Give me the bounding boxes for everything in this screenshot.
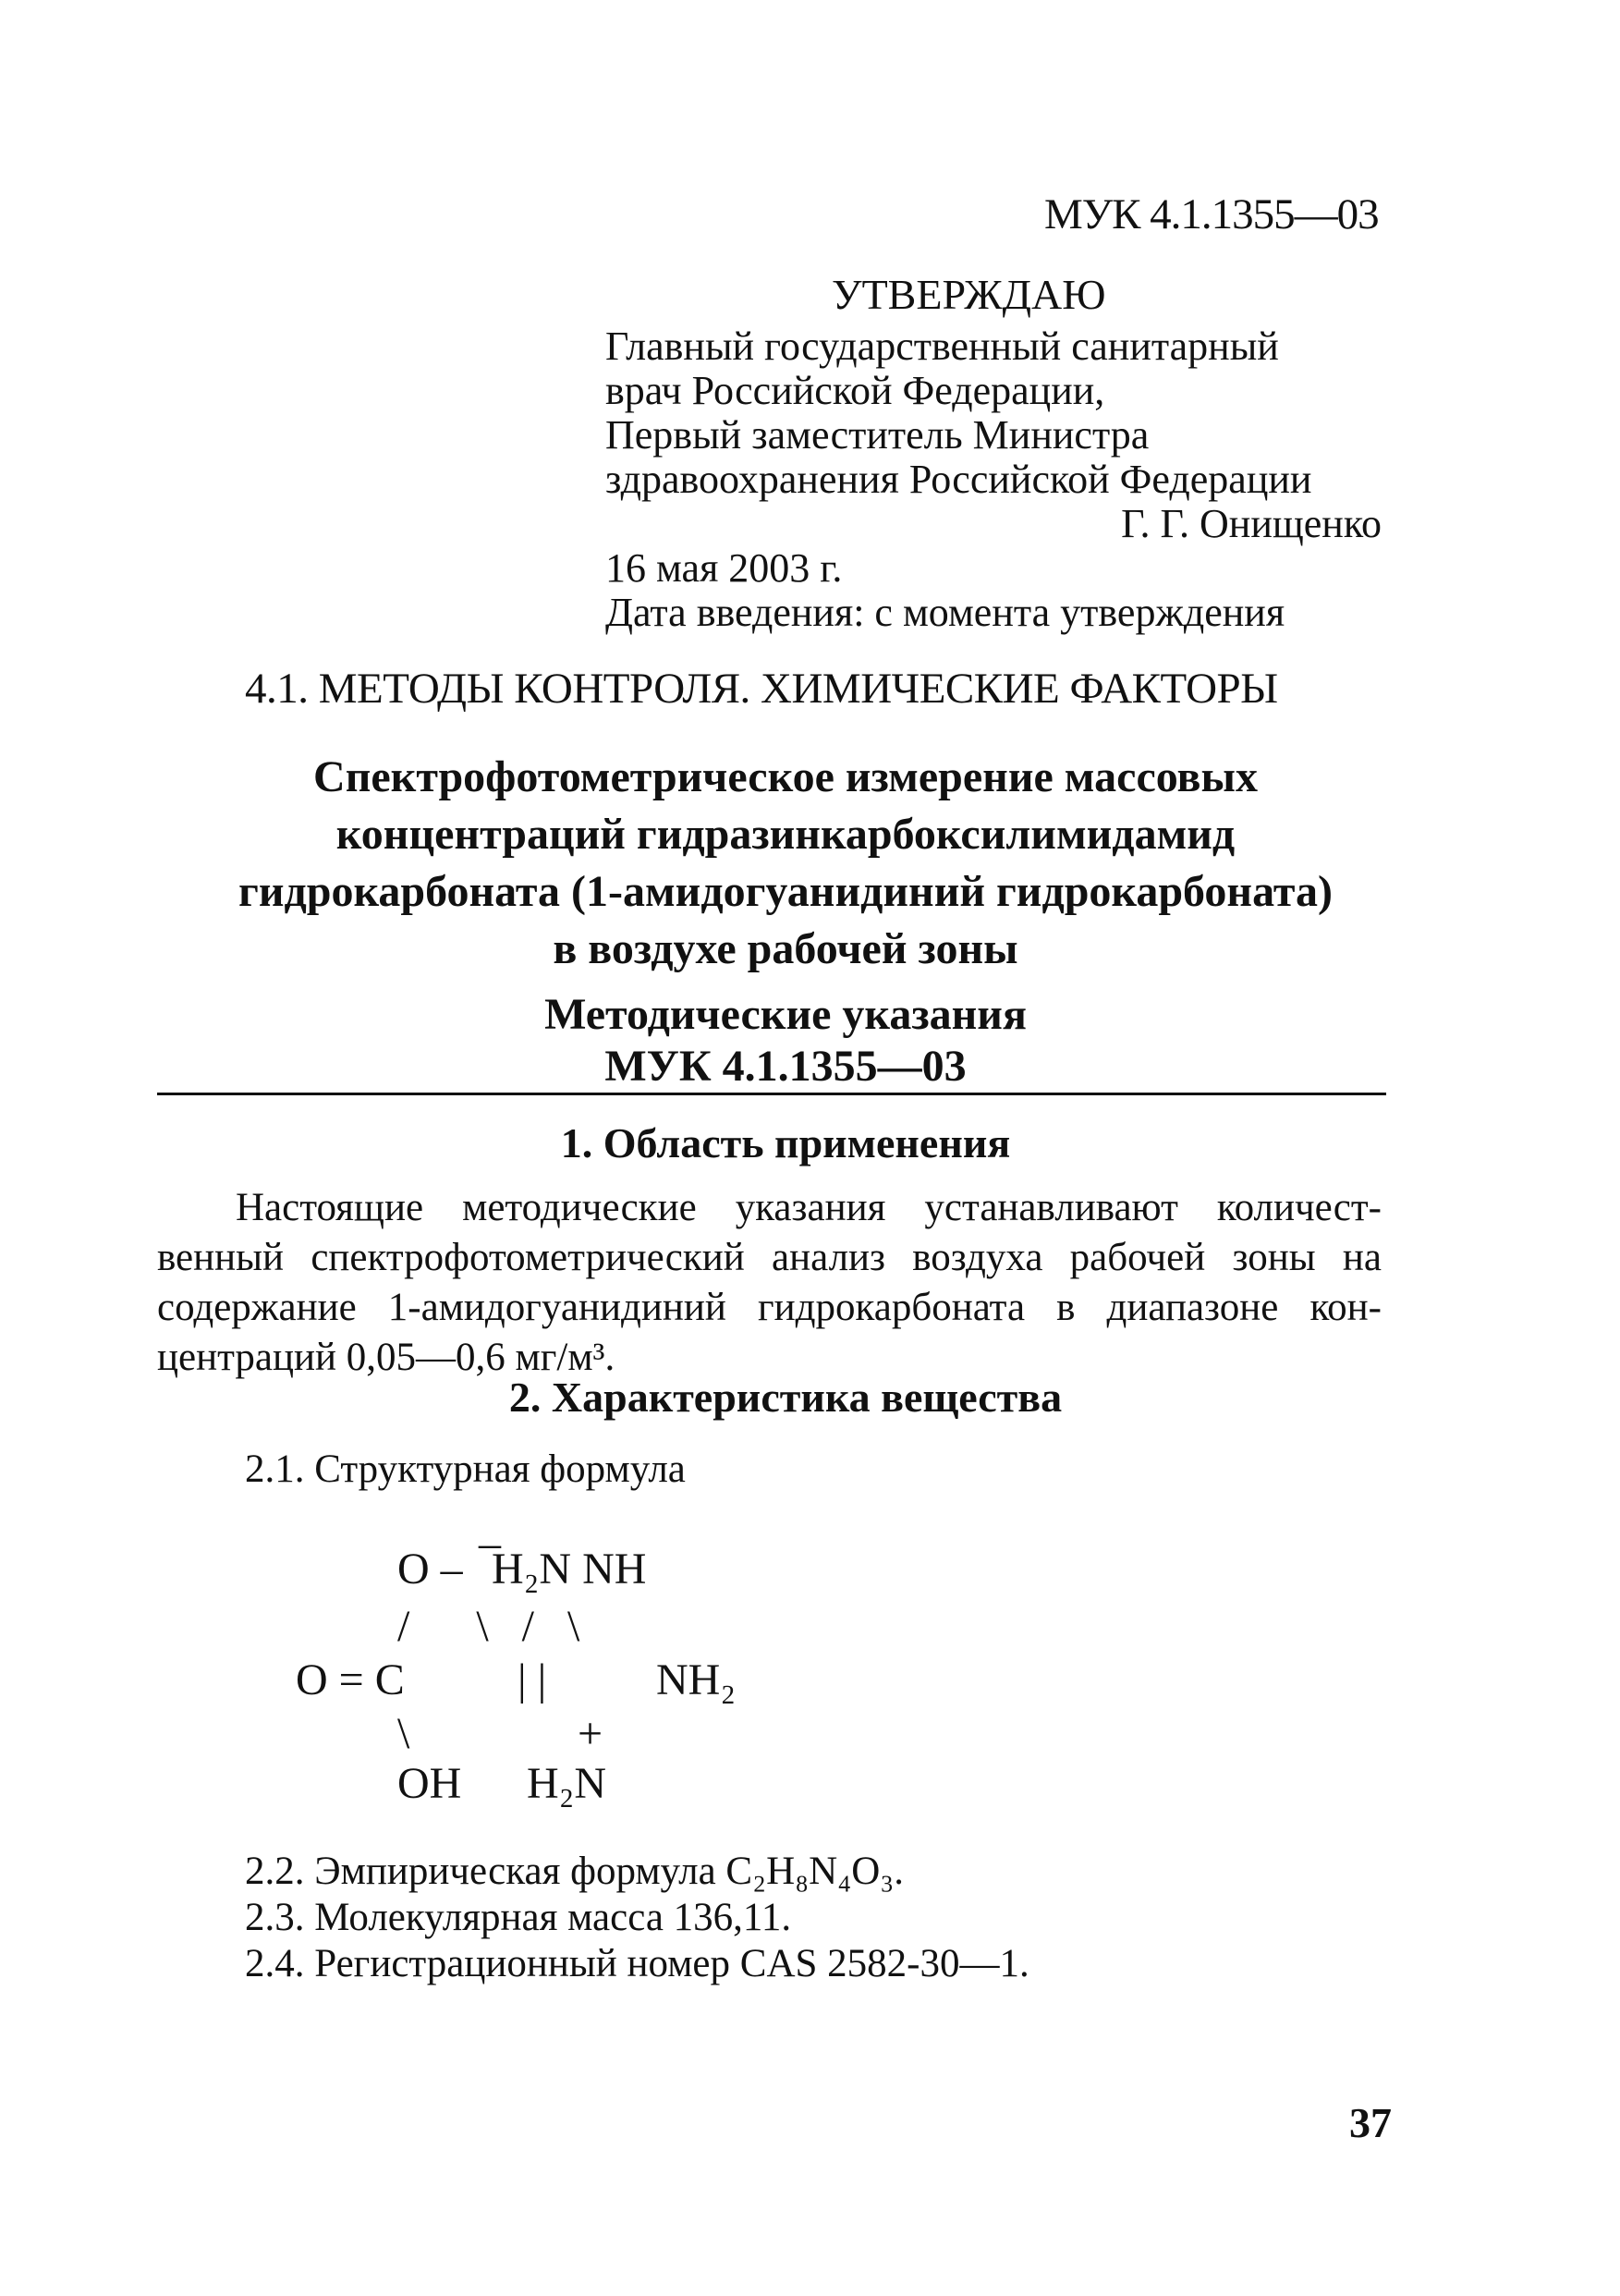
title-line: гидрокарбоната (1-амидогуанидиний гидрокарбоната) [238, 867, 1333, 916]
section-header: 4.1. МЕТОДЫ КОНТРОЛЯ. ХИМИЧЕСКИЕ ФАКТОРЫ [245, 665, 1278, 713]
document-title [157, 749, 1414, 978]
formula-charge-plus: + [578, 1709, 603, 1758]
document-subtitle [157, 989, 1414, 1093]
formula-o-minus: O – [397, 1545, 463, 1594]
approval-signer: Г. Г. Онищенко [1121, 501, 1382, 546]
approval-date: 16 мая 2003 г. [605, 545, 843, 591]
subtitle-line: Методические указания [544, 990, 1027, 1039]
paragraph-line: венный спектрофотометрический анализ воздуха рабочей зоны на [157, 1236, 1382, 1279]
paragraph-line: Настоящие методические указания устанавливают количест- [236, 1186, 1382, 1229]
paragraph-line: содержание 1-амидогуанидиний гидрокарбоната в диапазоне кон- [157, 1286, 1382, 1329]
title-line: в воздухе рабочей зоны [553, 924, 1018, 973]
cas-number: 2.4. Регистрационный номер CAS 2582-30—1. [245, 1942, 1029, 1985]
title-line: концентраций гидразинкарбоксилимидамид [335, 810, 1236, 859]
subtitle-line: МУК 4.1.1355—03 [604, 1042, 967, 1091]
structural-formula [277, 1519, 832, 1812]
formula-carbonyl: O = C [296, 1655, 405, 1704]
title-line: Спектрофотометрическое измерение массовых [313, 752, 1258, 801]
structural-formula-label: 2.1. Структурная формула [245, 1447, 686, 1491]
document-code: МУК 4.1.1355—03 [1044, 190, 1379, 238]
approval-title: УТВЕРЖДАЮ [832, 271, 1106, 318]
approval-line: Главный государственный санитарный [605, 324, 1279, 369]
section2-heading: 2. Характеристика вещества [508, 1374, 1063, 1421]
formula-bonds-upper: / \ / \ [397, 1602, 580, 1651]
formula-bars: | | [518, 1655, 547, 1704]
approval-effective-date: Дата введения: с момента утверждения [605, 590, 1285, 635]
formula-charge-minus: – [479, 1519, 501, 1568]
formula-h2n-bottom: H₂N [527, 1759, 607, 1808]
approval-line: врач Российской Федерации, [605, 368, 1105, 413]
formula-h2n-nh: H₂N NH [492, 1545, 647, 1594]
approval-line: здравоохранения Российской Федерации [605, 457, 1312, 502]
page-number: 37 [1349, 2099, 1392, 2146]
formula-nh2: NH₂ [656, 1655, 737, 1704]
paragraph-line: центраций 0,05—0,6 мг/м³. [157, 1336, 615, 1379]
section1-paragraph [157, 1183, 1382, 1383]
section1-heading: 1. Область применения [560, 1119, 1011, 1166]
approval-block [605, 273, 1382, 635]
approval-line: Первый заместитель Министра [605, 412, 1150, 458]
formula-oh: OH [397, 1759, 462, 1808]
horizontal-rule [157, 1093, 1386, 1095]
formula-bond-lower: \ [397, 1709, 410, 1758]
empirical-formula: 2.2. Эмпирическая формула C₂H₈N₄O₃. [245, 1850, 904, 1893]
molecular-mass: 2.3. Молекулярная масса 136,11. [245, 1896, 792, 1939]
